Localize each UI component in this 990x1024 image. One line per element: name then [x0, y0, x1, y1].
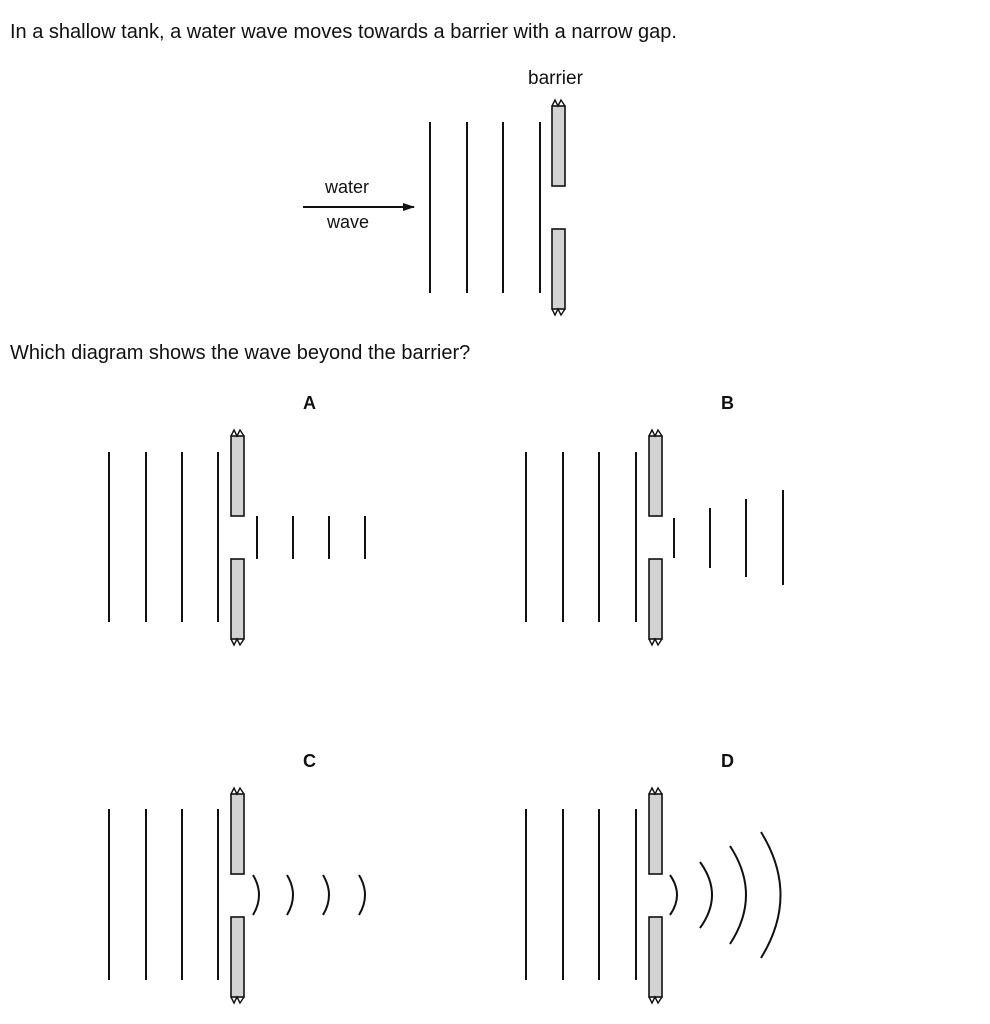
barrier-top	[231, 430, 244, 516]
transmitted-wavefront	[253, 875, 259, 915]
transmitted-wavefront	[761, 832, 781, 958]
setup-diagram	[303, 100, 565, 315]
transmitted-wavefront	[359, 875, 365, 915]
transmitted-wavefront	[700, 862, 712, 928]
barrier-top	[552, 100, 565, 186]
option-c-diagram	[109, 788, 365, 1003]
wave-label: wave	[327, 212, 370, 232]
transmitted-wavefront	[730, 846, 746, 944]
barrier-label: barrier	[528, 68, 583, 89]
transmitted-wavefront	[670, 875, 677, 915]
barrier-bottom	[552, 229, 565, 315]
option-d-diagram	[526, 788, 781, 1003]
option-d-label: D	[721, 751, 734, 771]
sub-question-text: Which diagram shows the wave beyond the barrier?	[10, 342, 471, 364]
barrier-bottom	[649, 559, 662, 645]
barrier-top	[649, 430, 662, 516]
transmitted-wavefront	[287, 875, 293, 915]
option-b-diagram	[526, 430, 783, 645]
barrier-top	[231, 788, 244, 874]
question-text: In a shallow tank, a water wave moves towards a barrier with a narrow gap.	[10, 21, 677, 43]
barrier-bottom	[231, 559, 244, 645]
barrier-bottom	[231, 917, 244, 1003]
transmitted-wavefront	[323, 875, 329, 915]
option-a-diagram	[109, 430, 365, 645]
barrier-top	[649, 788, 662, 874]
option-a-label: A	[303, 393, 316, 413]
water-label: water	[325, 177, 370, 197]
option-c-label: C	[303, 751, 316, 771]
barrier-bottom	[649, 917, 662, 1003]
option-b-label: B	[721, 393, 734, 413]
